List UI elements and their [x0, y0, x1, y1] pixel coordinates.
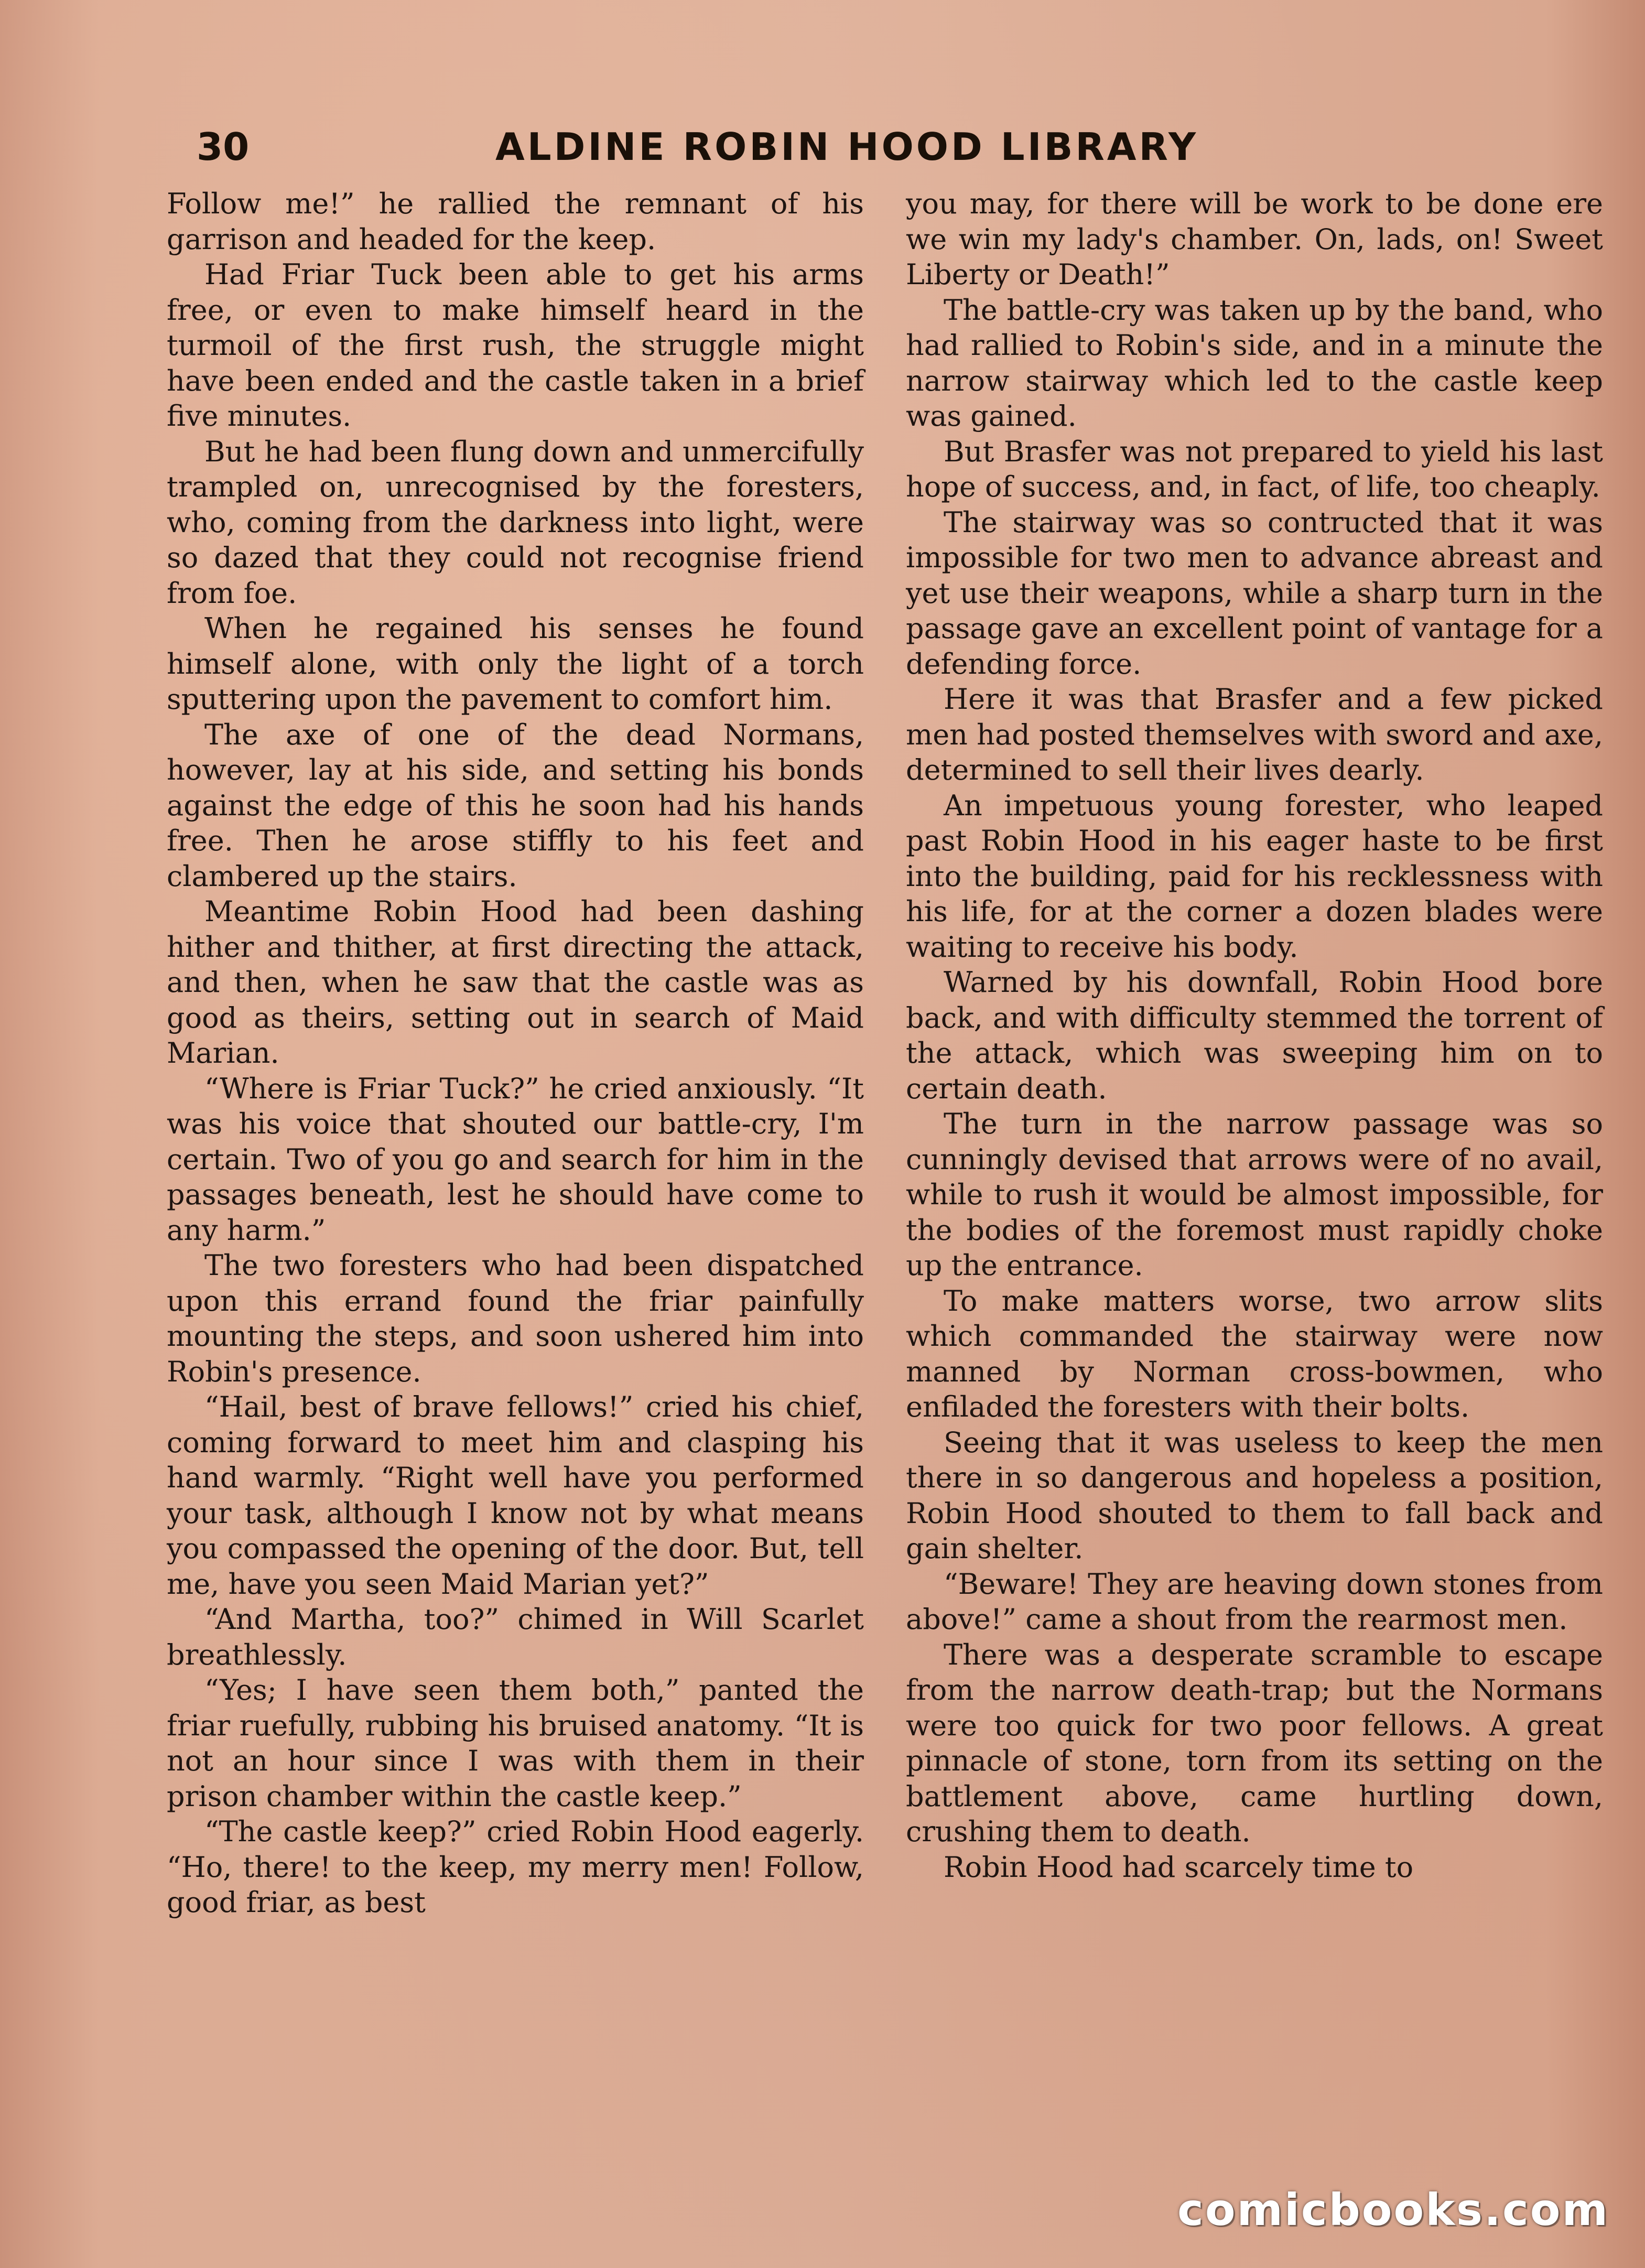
- paragraph: But Brasfer was not prepared to yield his last hope of success, and, in fact, of life, too cheaply.: [906, 435, 1603, 503]
- paragraph: There was a desperate scramble to escape from the narrow death-trap; but the Normans were too quick for two poor fellows. A great pinnacle of stone, torn from its setting on the battlement above, came hurtling down, crushing them to death.: [906, 1638, 1603, 1848]
- paragraph: you may, for there will be work to be done ere we win my lady's chamber. On, lads, on! Sweet Liberty or Death!”: [906, 187, 1603, 291]
- page-number: 30: [197, 125, 250, 169]
- paragraph: “Yes; I have seen them both,” panted the friar ruefully, rubbing his bruised anatomy. “It is not an hour since I was with them in their prison chamber within the castle keep.”: [167, 1673, 864, 1813]
- paragraph: “The castle keep?” cried Robin Hood eagerly. “Ho, there! to the keep, my merry men! Follow, good friar, as best: [167, 1815, 864, 1919]
- paragraph: “Where is Friar Tuck?” he cried anxiously. “It was his voice that shouted our battle-cry, I'm certain. Two of you go and search for him in the passages beneath, lest he should have come to any harm.”: [167, 1072, 864, 1247]
- page-header: [0, 118, 1645, 176]
- paragraph: The two foresters who had been dispatched upon this errand found the friar painfully mounting the steps, and soon ushered him into Robin's presence.: [167, 1249, 864, 1388]
- paragraph: “And Martha, too?” chimed in Will Scarlet breathlessly.: [167, 1603, 864, 1671]
- paragraph: Here it was that Brasfer and a few picked men had posted themselves with sword and axe, determined to sell their lives dearly.: [906, 683, 1603, 786]
- paragraph: When he regained his senses he found himself alone, with only the light of a torch sputtering upon the pavement to comfort him.: [167, 612, 864, 716]
- paragraph: But he had been flung down and unmercifully trampled on, unrecognised by the foresters, who, coming from the darkness into light, were so dazed that they could not recognise friend from foe.: [167, 435, 864, 610]
- paragraph: The stairway was so contructed that it was impossible for two men to advance abreast and yet use their weapons, while a sharp turn in the passage gave an excellent point of vantage for a defending force.: [906, 505, 1603, 681]
- text-column-right: [906, 186, 1603, 1885]
- paragraph: “Hail, best of brave fellows!” cried his chief, coming forward to meet him and clasping his hand warmly. “Right well have you performed your task, although I know not by what means you compassed the opening of the door. But, tell me, have you seen Maid Marian yet?”: [167, 1390, 864, 1601]
- paragraph: Seeing that it was useless to keep the men there in so dangerous and hopeless a position, Robin Hood shouted to them to fall back and gain shelter.: [906, 1425, 1603, 1565]
- watermark: comicbooks.com: [1177, 2184, 1609, 2235]
- paragraph: Meantime Robin Hood had been dashing hither and thither, at first directing the attack, and then, when he saw that the castle was as good as theirs, setting out in search of Maid Marian.: [167, 895, 864, 1070]
- paragraph: Follow me!” he rallied the remnant of his garrison and headed for the keep.: [167, 187, 864, 256]
- paragraph: The turn in the narrow passage was so cunningly devised that arrows were of no avail, while to rush it would be almost impossible, for the bodies of the foremost must rapidly choke up the entrance.: [906, 1107, 1603, 1282]
- running-title: ALDINE ROBIN HOOD LIBRARY: [495, 125, 1199, 169]
- paragraph: “Beware! They are heaving down stones from above!” came a shout from the rearmost men.: [906, 1567, 1603, 1636]
- paragraph: To make matters worse, two arrow slits which commanded the stairway were now manned by Norman cross-bowmen, who enfiladed the foresters with their bolts.: [906, 1284, 1603, 1423]
- paragraph: An impetuous young forester, who leaped past Robin Hood in his eager haste to be first into the building, paid for his recklessness with his life, for at the corner a dozen blades were waiting to receive his body.: [906, 789, 1603, 964]
- paragraph: The axe of one of the dead Normans, however, lay at his side, and setting his bonds against the edge of this he soon had his hands free. Then he arose stiffly to his feet and clambered up the stairs.: [167, 718, 864, 893]
- paragraph: Warned by his downfall, Robin Hood bore back, and with difficulty stemmed the torrent of the attack, which was sweeping him on to certain death.: [906, 966, 1603, 1105]
- paragraph: Robin Hood had scarcely time to: [944, 1850, 1414, 1884]
- paragraph: The battle-cry was taken up by the band, who had rallied to Robin's side, and in a minute the narrow stairway which led to the castle keep was gained.: [906, 293, 1603, 433]
- text-column-left: [167, 186, 864, 1920]
- paragraph: Had Friar Tuck been able to get his arms free, or even to make himself heard in the turmoil of the first rush, the struggle might have been ended and the castle taken in a brief five minutes.: [167, 258, 864, 433]
